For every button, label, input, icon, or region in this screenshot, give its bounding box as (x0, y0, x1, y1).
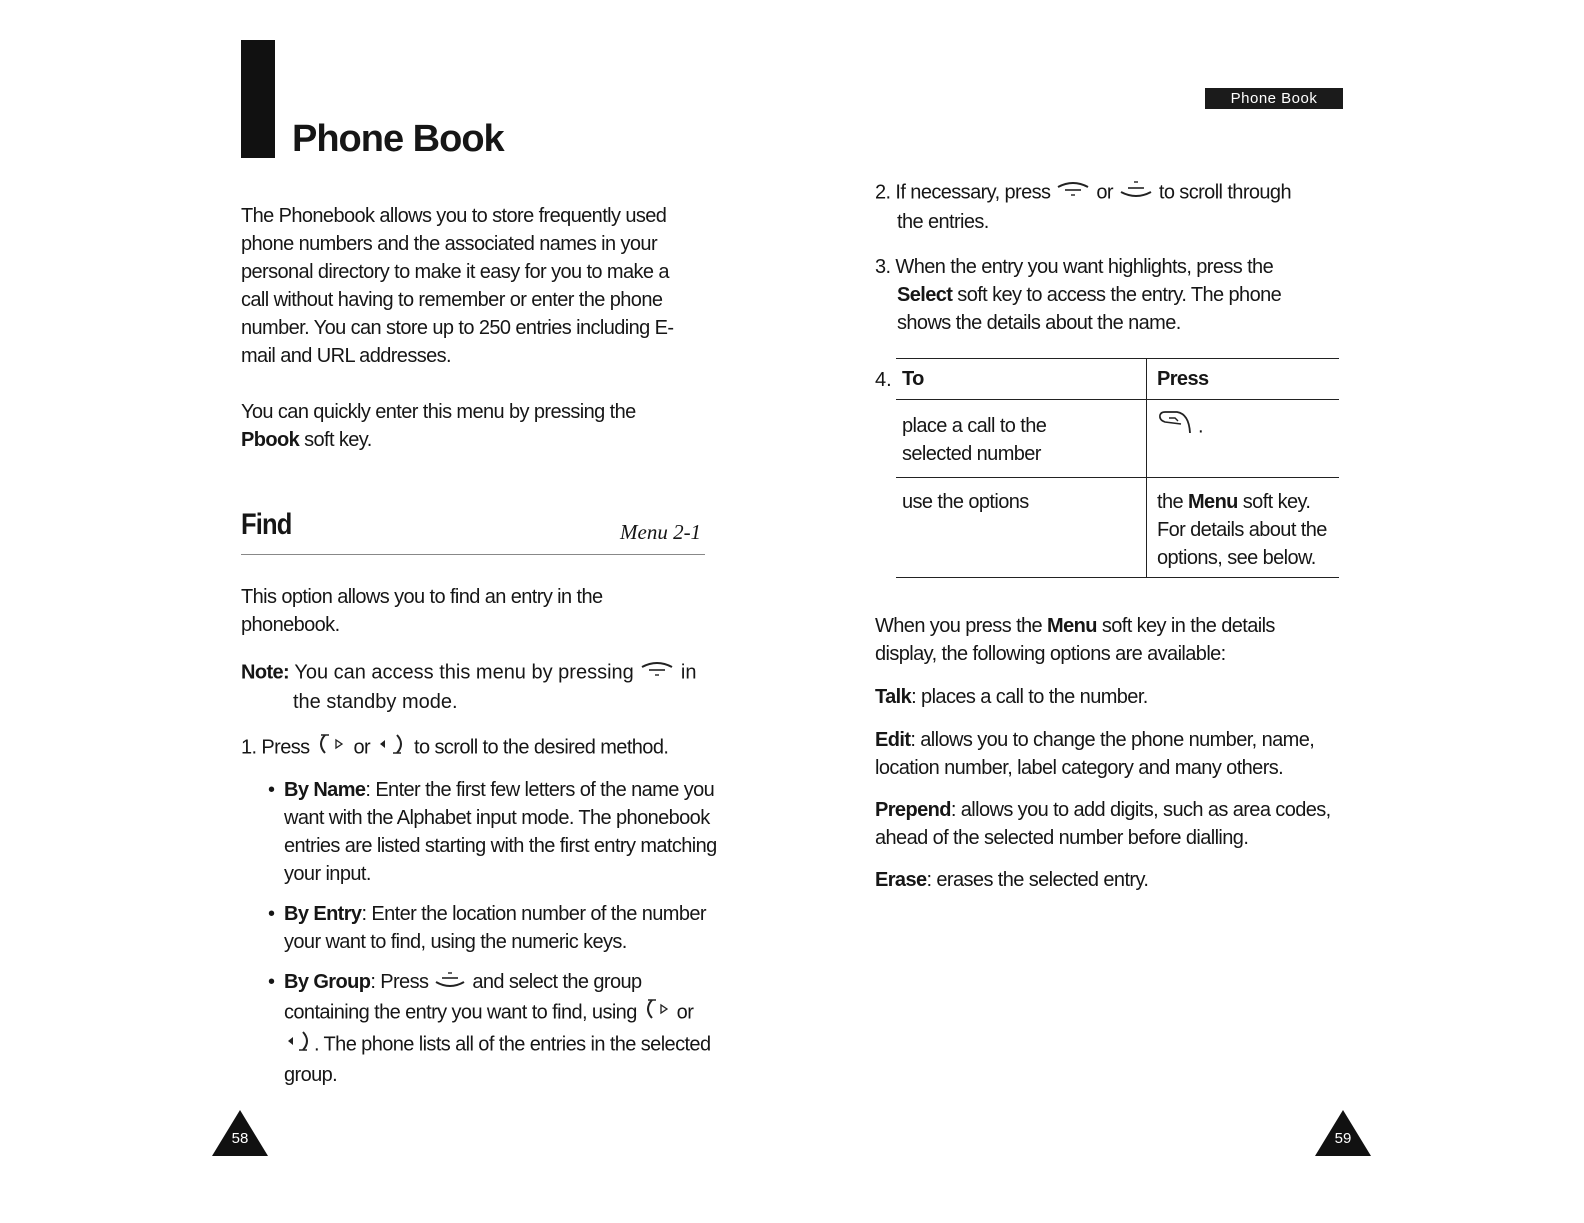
bullet-icon: • (268, 779, 275, 801)
section-divider (241, 554, 705, 555)
menu-intro-text: When you press the (875, 615, 1043, 637)
send-key-icon (1157, 410, 1193, 444)
row1-press-suffix: . (1197, 415, 1203, 438)
option-label: Talk (875, 686, 912, 708)
select-softkey-label: Select (897, 284, 953, 306)
options-table (896, 358, 1339, 578)
bullet-text: : Enter the first few letters of the name you want with the Alphabet input mode. The phonebook entries are listed starting with the first entry matching your input. (284, 779, 717, 885)
note-text-in: in (680, 661, 697, 684)
step2-text: 2. If necessary, press (875, 181, 1051, 204)
bullet-text-end: . The phone lists all of the entries in the selected group. (284, 1033, 711, 1086)
step2-text-end: the entries. (897, 211, 989, 233)
nav-right-key-icon (375, 732, 409, 764)
nav-left-key-icon (315, 732, 349, 764)
step-4-number: 4. (875, 369, 892, 391)
option-text: : places a call to the number. (911, 686, 1148, 708)
option-label: Prepend (875, 799, 951, 821)
bullet-text: : Press (370, 971, 429, 993)
bullet-label: By Name (284, 779, 366, 801)
find-step-2 (875, 178, 1345, 236)
page-number-58 (212, 1110, 268, 1158)
quick-access-paragraph (241, 398, 691, 454)
menu-intro-text-end: soft key in the details display, the following options are available: (875, 615, 1275, 665)
table-row (896, 400, 1339, 478)
row1-to-text: place a call to the selected number (902, 415, 1047, 465)
table-header-to: To (896, 359, 1147, 400)
step2-text-cont: to scroll through (1158, 181, 1291, 204)
find-step-1 (241, 732, 711, 764)
table-cell-press (1147, 478, 1340, 578)
nav-up-key-icon (1055, 178, 1091, 208)
option-text: : allows you to change the phone number, name, location number, label category and many others. (875, 729, 1315, 779)
option-erase (875, 866, 1335, 894)
find-description: This option allows you to find an entry in the phonebook. (241, 586, 603, 636)
option-edit (875, 726, 1335, 782)
bullet-text: : Enter the location number of the number your want to find, using the numeric keys. (284, 903, 706, 953)
option-text: : erases the selected entry. (926, 869, 1149, 891)
nav-up-key-icon (639, 658, 675, 688)
option-label: Edit (875, 729, 911, 751)
menu-options-intro (875, 612, 1335, 668)
list-item (268, 776, 718, 888)
nav-left-key-icon (642, 997, 672, 1029)
page-number-59 (1315, 1110, 1371, 1158)
pbook-softkey-label: Pbook (241, 429, 300, 451)
note-text: You can access this menu by pressing (294, 661, 634, 684)
header-tab-badge: Phone Book (1205, 88, 1343, 109)
bullet-label: By Group (284, 971, 371, 993)
option-talk (875, 683, 1335, 711)
find-note (241, 658, 711, 716)
bullet-text-cont: and select the group containing the entry you want to find, using (284, 971, 642, 1023)
chapter-title: Phone Book (292, 118, 504, 160)
table-cell-press (1147, 400, 1340, 478)
table-row (896, 478, 1339, 578)
step1-text: 1. Press (241, 736, 310, 759)
page-number-text: 59 (1334, 1130, 1352, 1147)
menu-softkey-label: Menu (1187, 491, 1238, 513)
bullet-or: or (676, 1001, 694, 1023)
quick-access-text: You can quickly enter this menu by pressing the (241, 401, 636, 423)
note-label: Note: (241, 661, 290, 684)
step2-or: or (1096, 181, 1113, 204)
bullet-label: By Entry (284, 903, 362, 925)
bullet-icon: • (268, 971, 275, 993)
menu-reference: Menu 2-1 (620, 520, 702, 544)
option-label: Erase (875, 869, 927, 891)
note-text-continued: the standby mode. (293, 691, 458, 713)
nav-down-key-icon (433, 969, 467, 997)
step1-text-end: to scroll to the desired method. (414, 736, 669, 759)
table-header-row (896, 359, 1339, 400)
nav-right-key-icon (284, 1029, 314, 1061)
step3-text-end: soft key to access the entry. The phone shows the details about the name. (897, 284, 1282, 334)
table-cell-to (896, 400, 1147, 478)
table-header-press: Press (1147, 359, 1340, 400)
find-methods-list (268, 776, 718, 1101)
menu-softkey-label: Menu (1047, 615, 1097, 637)
option-text: : allows you to add digits, such as area codes, ahead of the selected number before dialling. (875, 799, 1331, 849)
list-item (268, 968, 718, 1089)
row2-press-text-end: soft key. For details about the options, see below. (1157, 491, 1327, 569)
step1-or: or (353, 736, 371, 759)
table-cell-to: use the options (896, 478, 1147, 578)
step3-text: 3. When the entry you want highlights, press the (875, 256, 1274, 278)
chapter-bar (241, 40, 275, 158)
quick-access-text-end: soft key. (304, 429, 372, 451)
intro-paragraph: The Phonebook allows you to store frequently used phone numbers and the associated names in your personal directory to make it easy for you to make a call without having to remember or enter the phone number. You can store up to 250 entries including E-mail and URL addresses. (241, 205, 674, 367)
nav-down-key-icon (1118, 178, 1154, 208)
page-number-text: 58 (231, 1130, 249, 1147)
find-heading: Find (241, 508, 292, 541)
find-step-3 (875, 253, 1325, 337)
option-prepend (875, 796, 1335, 852)
row2-press-text: the (1157, 491, 1184, 513)
bullet-icon: • (268, 903, 275, 925)
list-item (268, 900, 718, 956)
